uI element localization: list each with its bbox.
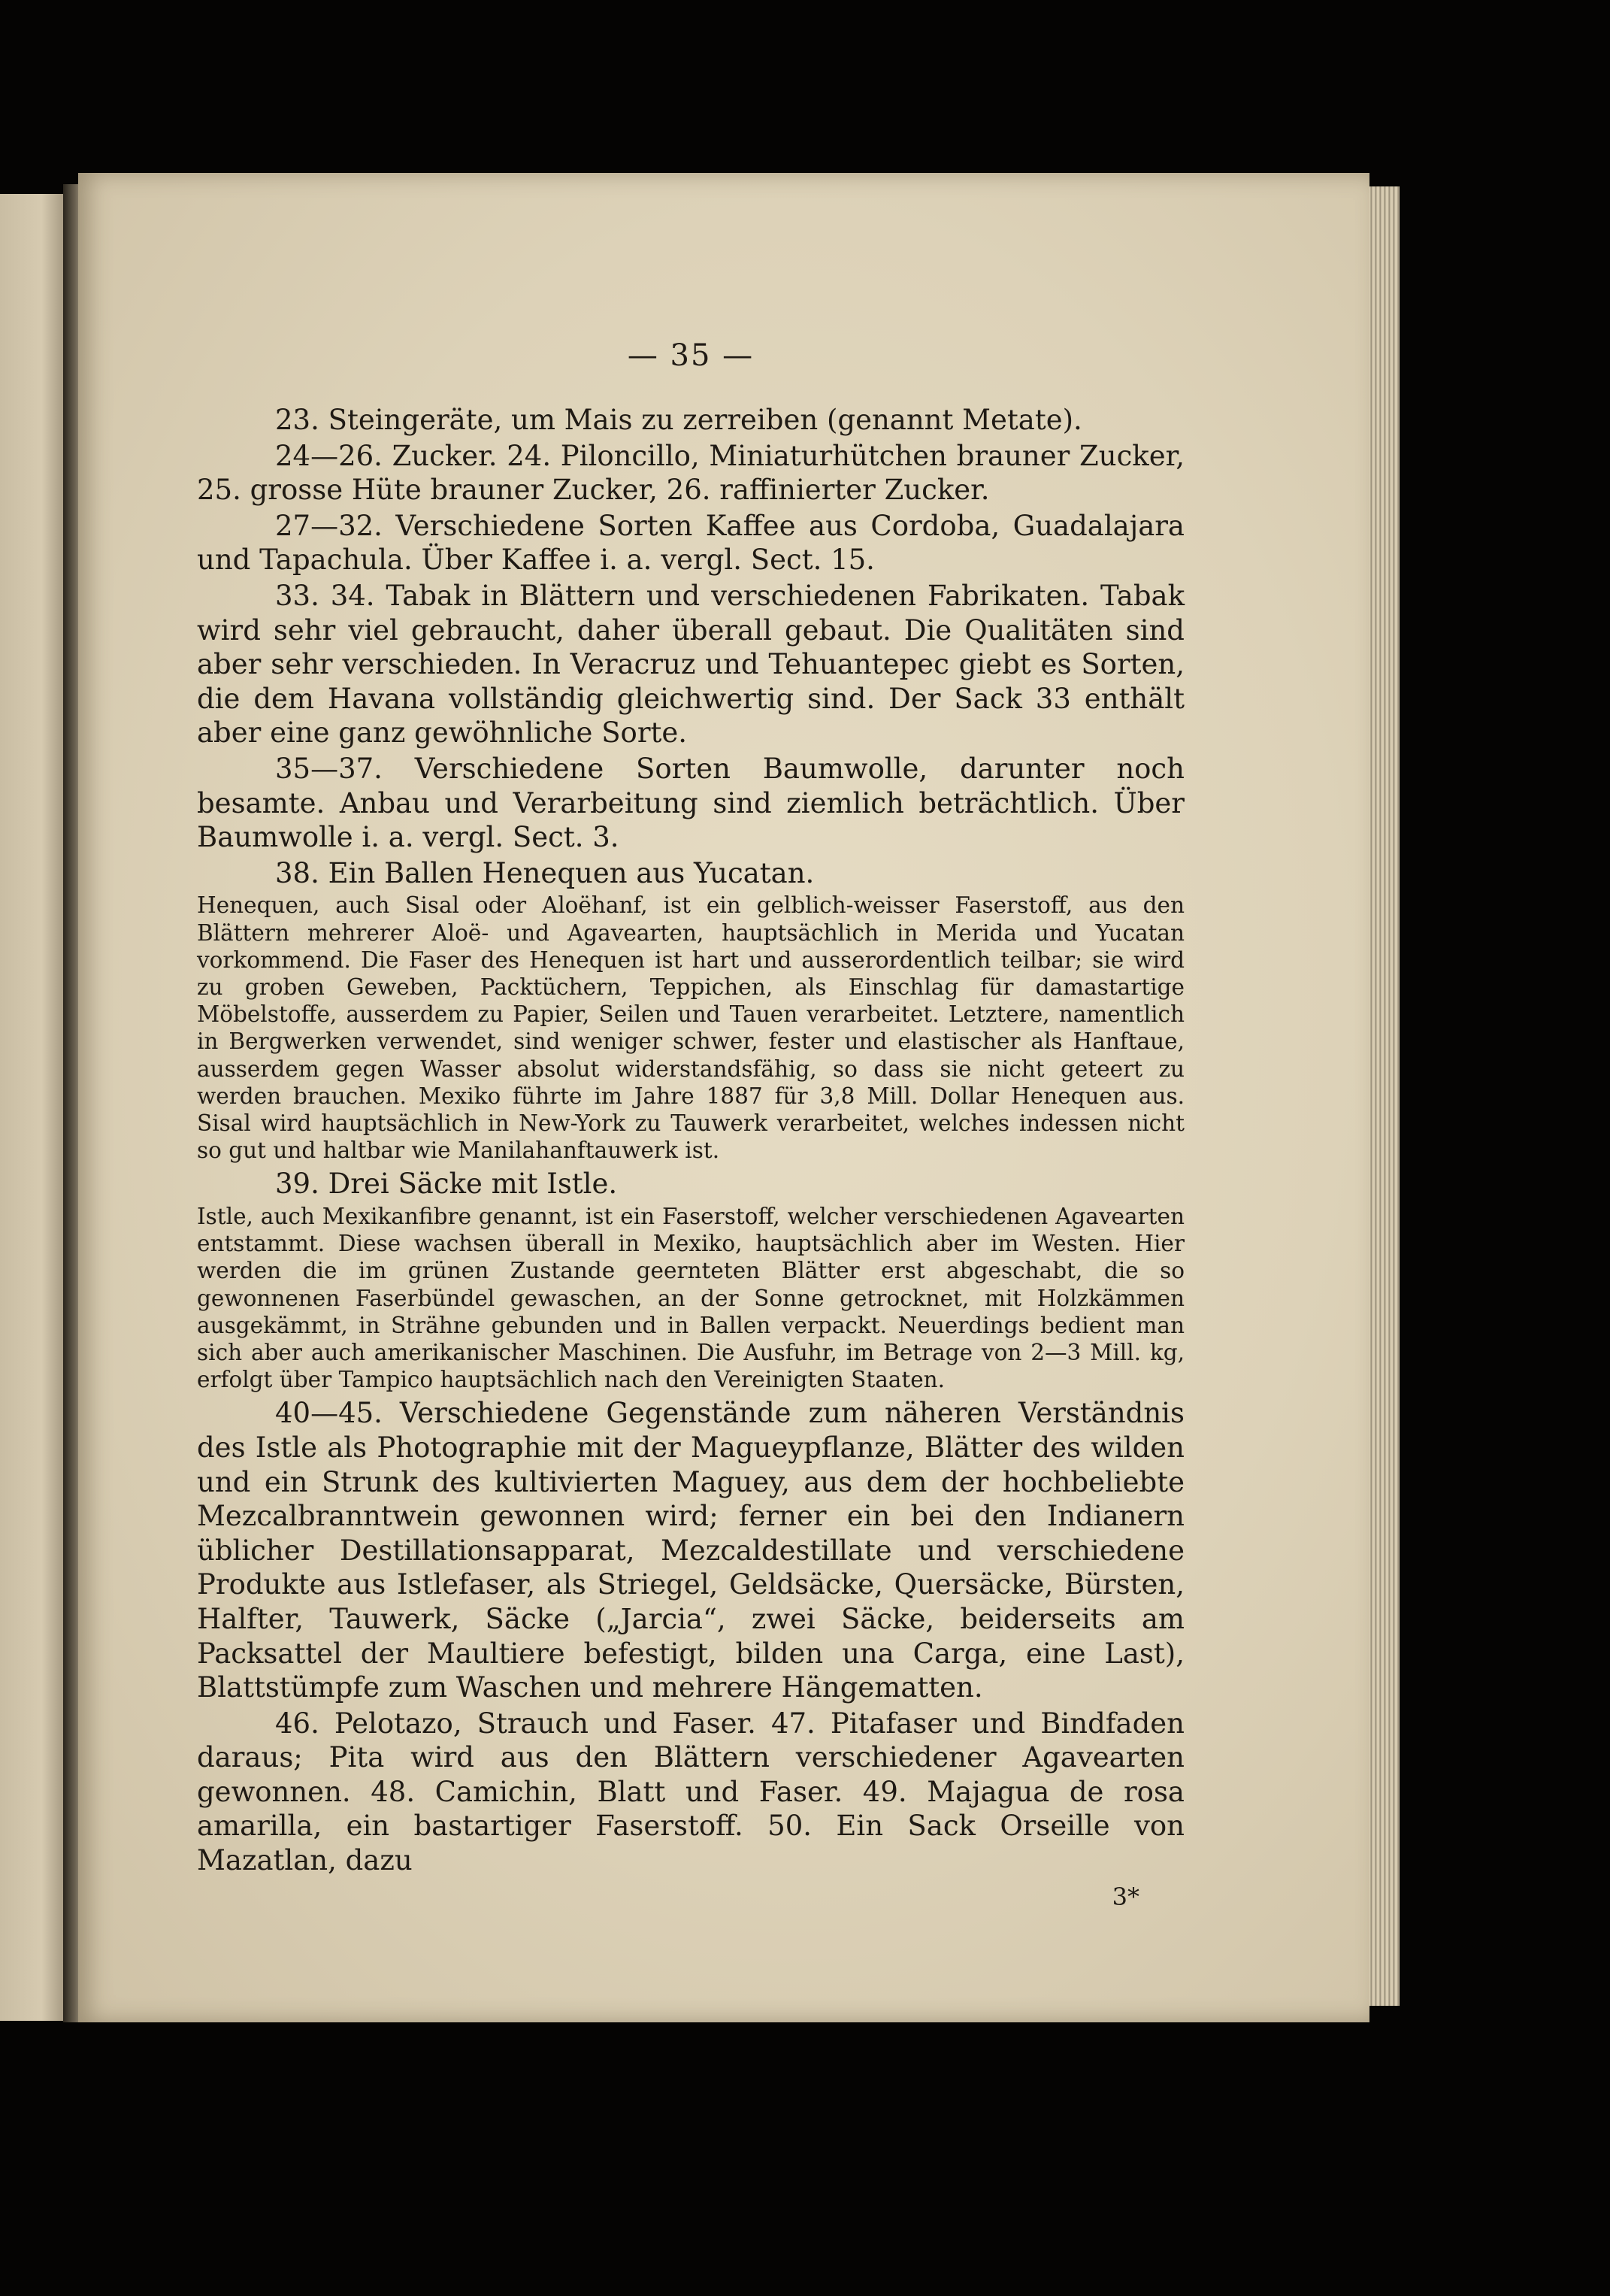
note-henequen: Henequen, auch Sisal oder Aloëhanf, ist ein gelblich-weisser Faserstoff, aus den Blättern mehrerer Aloë- und Agavearten, hauptsächlich in Merida und Yucatan vorkommend. Die Faser des Henequen ist hart und ausserordentlich teilbar; sie wird zu groben Geweben, Packtüchern, Teppichen, als Einschlag für damastartige Möbelstoffe, ausserdem zu Papier, Seilen und Tauen verarbeitet. Letztere, namentlich in Bergwerken verwendet, sind weniger schwer, fester und elastischer als Hanftaue, ausserdem gegen Wasser absolut widerstandsfähig, so dass sie nicht geteert zu werden brauchen. Mexiko führte im Jahre 1887 für 3,8 Mill. Dollar Henequen aus. Sisal wird hauptsächlich in New-York zu Tauwerk verarbeitet, welches indessen nicht so gut und haltbar wie Manilahanftauwerk ist.	[197, 892, 1185, 1164]
entry-39: 39. Drei Säcke mit Istle.	[275, 1168, 618, 1201]
page-text	[197, 338, 1185, 1911]
entry-27-32: 27—32. Verschiedene Sorten Kaffee aus Cordoba, Guadalajara und Tapachula. Über Kaffee i. a. vergl. Sect. 15.	[197, 509, 1185, 577]
page-number: — 35 —	[627, 338, 755, 373]
signature-mark: 3*	[1112, 1882, 1139, 1911]
entry-40-45: 40—45. Verschiedene Gegenstände zum näheren Verständnis des Istle als Photographie mit der Magueypflanze, Blätter des wilden und ein Strunk des kultivierten Maguey, aus dem der hochbeliebte Mezcalbranntwein gewonnen wird; ferner ein bei den Indianern üblicher Destillationsapparat, Mezcaldestillate und verschiedene Produkte aus Istlefaser, als Striegel, Geldsäcke, Quersäcke, Bürsten, Halfter, Tauwerk, Säcke („Jarcia“, zwei Säcke, beiderseits am Packsattel der Maultiere befestigt, bilden una Carga, eine Last), Blattstümpfe zum Waschen und mehrere Hängematten.	[197, 1397, 1185, 1704]
entry-23: 23. Steingeräte, um Mais zu zerreiben (genannt Metate).	[275, 404, 1082, 436]
entry-46-50: 46. Pelotazo, Strauch und Faser. 47. Pitafaser und Bindfaden daraus; Pita wird aus den Blättern verschiedener Agavearten gewonnen. 48. Camichin, Blatt und Faser. 49. Majagua de rosa amarilla, ein bastartiger Faserstoff. 50. Ein Sack Orseille von Mazatlan, dazu	[197, 1707, 1185, 1877]
entry-38: 38. Ein Ballen Henequen aus Yucatan.	[275, 856, 815, 889]
entry-24-26: 24—26. Zucker. 24. Piloncillo, Miniaturhütchen brauner Zucker, 25. grosse Hüte brauner Zucker, 26. raffinierter Zucker.	[197, 439, 1185, 507]
note-istle: Istle, auch Mexikanfibre genannt, ist ein Faserstoff, welcher verschiedenen Agavearten entstammt. Diese wachsen überall in Mexiko, hauptsächlich aber im Westen. Hier werden die im grünen Zustande geernteten Blätter erst abgeschabt, die so gewonnenen Faserbündel gewaschen, an der Sonne getrocknet, mit Holzkämmen ausgekämmt, in Strähne gebunden und in Ballen verpackt. Neuerdings bedient man sich aber auch amerikanischer Maschinen. Die Ausfuhr, im Betrage von 2—3 Mill. kg, erfolgt über Tampico hauptsächlich nach den Vereinigten Staaten.	[197, 1203, 1185, 1393]
entry-35-37: 35—37. Verschiedene Sorten Baumwolle, darunter noch besamte. Anbau und Verarbeitung sind ziemlich beträchtlich. Über Baumwolle i. a. vergl. Sect. 3.	[197, 752, 1185, 854]
entry-33-34: 33. 34. Tabak in Blättern und verschiedenen Fabrikaten. Tabak wird sehr viel gebraucht, daher überall gebaut. Die Qualitäten sind aber sehr verschieden. In Veracruz und Tehuantepec giebt es Sorten, die dem Havana vollständig gleichwertig sind. Der Sack 33 enthält aber eine ganz gewöhnliche Sorte.	[197, 579, 1185, 750]
previous-page-edge	[0, 194, 69, 2021]
